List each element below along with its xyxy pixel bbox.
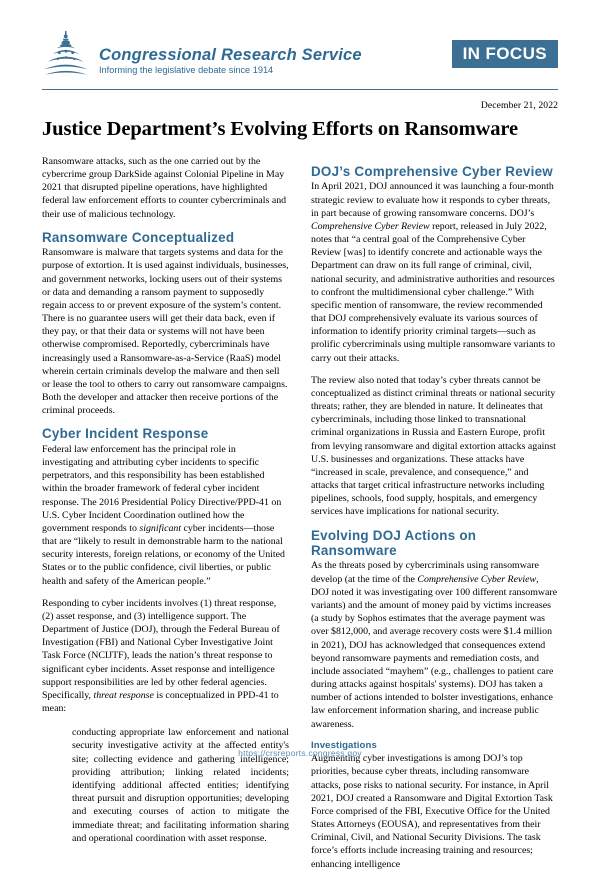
paragraph: Federal law enforcement has the principal role in investigating and attributing cyber incidents to specific perpetrators, and this responsibility has been established within the broader framework of federal cyber incident response. The 2016 Presidential Policy Directive/PPD-41 on U.S. Cyber Incident Coordination outlined how the government responds to significant cyber incidents—those that are “likely to result in demonstrable harm to the national security interests, foreign relations, or economy of the United States or to the public confidence, civil liberties, or public health and safety of the American people.” — [42, 443, 285, 587]
header-divider — [42, 89, 558, 90]
paragraph: Augmenting cyber investigations is among DOJ’s top priorities, because cyber threats, including ransomware attacks, pose risks to national security. For instance, in April 2021, DOJ created a Ransomware and Digital Extortion Task Force comprised of the FBI, Executive Office for the United States Attorneys (EOUSA), and representatives from their Criminal, Civil, and National Security Divisions. The task force’s efforts include increasing training and resources; enhancing intelligence — [311, 753, 553, 870]
paragraph: Ransomware is malware that targets systems and data for the purpose of extortion. It is used against individuals, businesses, and government networks, locking users out of their systems or data and demanding a ransom payment to supposedly regain access to or prevent exposure of the system’s content. There is no guarantee users will get their data back, even if they pay, or that their data or systems will not have been otherwise compromised. Reportedly, cybercriminals have increasingly used a Ransomware-as-a-Service (RaaS) model wherein certain criminals develop the malware and then sell or lease the tool to others to carry out ransomware campaigns. Both the developer and attacker then receive portions of the criminal proceeds. — [42, 247, 289, 417]
paragraph: As the threats posed by cybercriminals using ransomware develop (at the time of the Comprehensive Cyber Review, DOJ noted it was investigating over 100 different ransomware variants) and the amount of money paid by victims increases (a study by Sophos estimates that the average payment was over $812,000, and average recovery costs were $1.4 million in 2021), DOJ has acknowledged that consequences extend beyond ransomware payments and remediation costs, and include associated “mayhem” (e.g., challenges to patient care during attacks against hospitals' systems). DOJ has taken a number of actions intended to bolster investigations, enhance law enforcement information sharing, and increase public awareness. — [311, 560, 558, 730]
left-column — [42, 155, 289, 871]
section-heading-ransomware-conceptualized: Ransomware Conceptualized — [42, 229, 235, 245]
crs-capitol-dome-seal-icon — [42, 30, 90, 80]
in-focus-badge: IN FOCUS — [452, 40, 558, 68]
paragraph: The review also noted that today’s cyber threats cannot be conceptualized as distinct criminal threats or national security threats; rather, they are blended in nature. It delineates that cybercriminals, including those linked to transnational criminal organizations in Russia and Eastern Europe, profit from levying ransomware and digital extortion attacks against U.S. businesses and organizations. These attacks have “increased in scale, prevalence, and consequence,” and attacks that target critical infrastructure networks including pipelines, schools, food supply, hospitals, and emergency services have implications for national security. — [311, 374, 556, 518]
section-heading-cyber-incident-response: Cyber Incident Response — [42, 426, 209, 442]
organization-tagline: Informing the legislative debate since 1914 — [99, 65, 274, 76]
section-heading-evolving-doj-actions: Evolving DOJ Actions on Ransomware — [311, 527, 477, 559]
right-column — [311, 155, 558, 871]
masthead — [42, 30, 558, 82]
block-quote-threat-response: conducting appropriate law enforcement and national security investigative activity at the affected entity's site; collecting evidence and gathering intelligence; providing attribution; linking related incidents; identifying additional affected entities; identifying threat pursuit and disruption opportunities; developing and executing courses of action to mitigate the immediate threat; and facilitating information sharing and operational coordination with asset response. — [72, 727, 289, 844]
footer-url[interactable]: https://crsreports.congress.gov — [238, 748, 362, 758]
crs-brand — [42, 30, 362, 80]
intro-paragraph: Ransomware attacks, such as the one carried out by the cybercrime group DarkSide against Colonial Pipeline in May 2021 that disrupted pipeline operations, have highlighted federal law enforcement efforts to counter cybercriminals and their use of malicious technology. — [42, 155, 287, 220]
page-title: Justice Department’s Evolving Efforts on Ransomware — [42, 118, 519, 140]
section-heading-doj-comprehensive-cyber-review: DOJ’s Comprehensive Cyber Review — [311, 163, 553, 179]
brand-text — [99, 47, 362, 80]
paragraph: In April 2021, DOJ announced it was launching a four-month strategic review to evaluate how it responds to cyber threats, in part because of growing ransomware concerns. DOJ’s Comprehensive Cyber Review report, released in July 2022, notes that “a central goal of the Comprehensive Cyber Review [was] to identify concrete and actionable ways the Department can draw on its full range of criminal, civil, national security, and administrative authorities and resources to confront the multidimensional cyber challenge.” With specific mention of ransomware, the review recommended that DOJ comprehensively evaluate its various sources of information to identify priority criminal targets—such as prolific cybercriminals using multiple ransomware variants to carry out their attacks. — [311, 181, 556, 364]
publication-date: December 21, 2022 — [480, 100, 558, 111]
article-columns — [42, 155, 558, 871]
paragraph: Responding to cyber incidents involves (1) threat response, (2) asset response, and (3) intelligence support. The Department of Justice (DOJ), through the Federal Bureau of Investigation (FBI) and National Cyber Investigative Joint Task Force (NCIJTF), leads the nation’s threat response to significant cyber incidents. Asset response and intelligence support responsibilities are led by other federal agencies. Specifically, threat response is conceptualized in PPD-41 to mean: — [42, 597, 280, 715]
subsection-heading-investigations: Investigations — [311, 739, 377, 751]
organization-name: Congressional Research Service — [99, 45, 362, 64]
